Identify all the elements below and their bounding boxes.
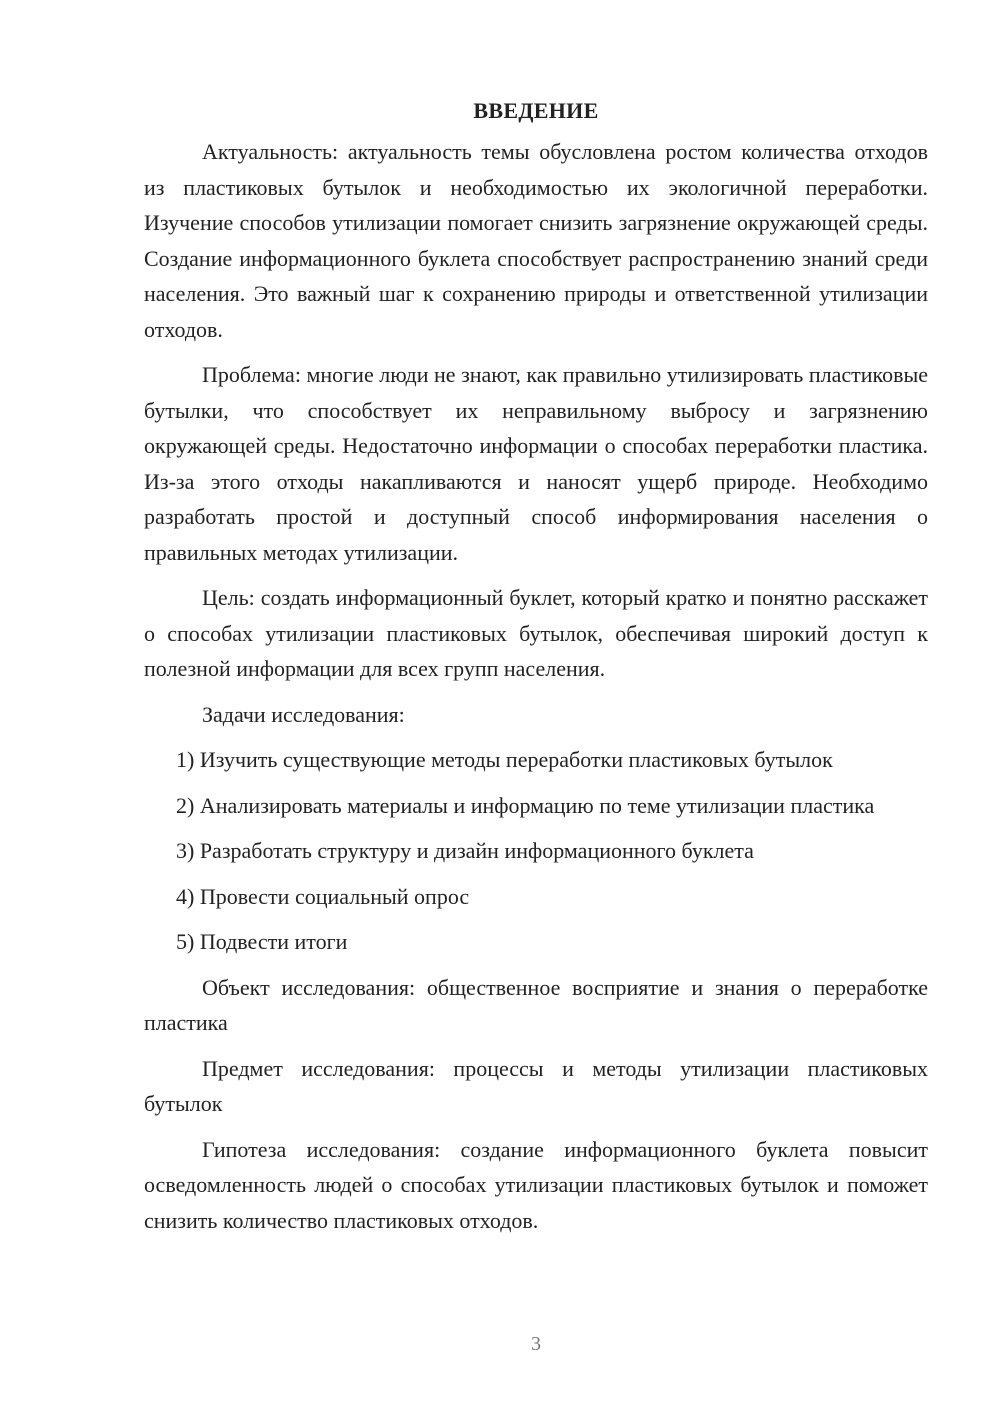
problem-paragraph: Проблема: многие люди не знают, как правильно утилизировать пластиковые бутылки, что способствует их неправильному выбросу и загрязнению окружающей среды. Недостаточно информации о способах переработки пластика. Из-за этого отходы накапливаются и наносят ущерб природе. Необходимо разработать простой и доступный способ информирования населения о правильных методах утилизации. bbox=[144, 362, 928, 565]
tasks-heading: Задачи исследования: bbox=[202, 701, 405, 727]
hypothesis-paragraph: Гипотеза исследования: создание информационного буклета повысит осведомленность людей о способах утилизации пластиковых бутылок и поможет снизить количество пластиковых отходов. bbox=[144, 1136, 928, 1233]
subject-paragraph: Предмет исследования: процессы и методы утилизации пластиковых бутылок bbox=[144, 1055, 928, 1116]
task-item: 5) Подвести итоги bbox=[176, 929, 348, 954]
page-content bbox=[144, 96, 928, 1248]
task-item: 2) Анализировать материалы и информацию по теме утилизации пластика bbox=[176, 792, 875, 818]
task-item: 4) Провести социальный опрос bbox=[176, 883, 470, 909]
page-title: ВВЕДЕНИЕ bbox=[473, 98, 599, 123]
task-item: 3) Разработать структуру и дизайн информационного буклета bbox=[176, 838, 754, 863]
object-paragraph: Объект исследования: общественное восприятие и знания о переработке пластика bbox=[144, 974, 928, 1035]
goal-paragraph: Цель: создать информационный буклет, который кратко и понятно расскажет о способах утилизации пластиковых бутылок, обеспечивая широкий доступ к полезной информации для всех групп населения. bbox=[144, 585, 928, 681]
relevance-paragraph: Актуальность: актуальность темы обусловлена ростом количества отходов из пластиковых бутылок и необходимостью их экологичной переработки. Изучение способов утилизации помогает снизить загрязнение окружающей среды. Создание информационного буклета способствует распространению знаний среди населения. Это важный шаг к сохранению природы и ответственной утилизации отходов. bbox=[144, 139, 928, 342]
page-number: 3 bbox=[531, 1333, 541, 1355]
task-item: 1) Изучить существующие методы переработки пластиковых бутылок bbox=[176, 747, 833, 772]
